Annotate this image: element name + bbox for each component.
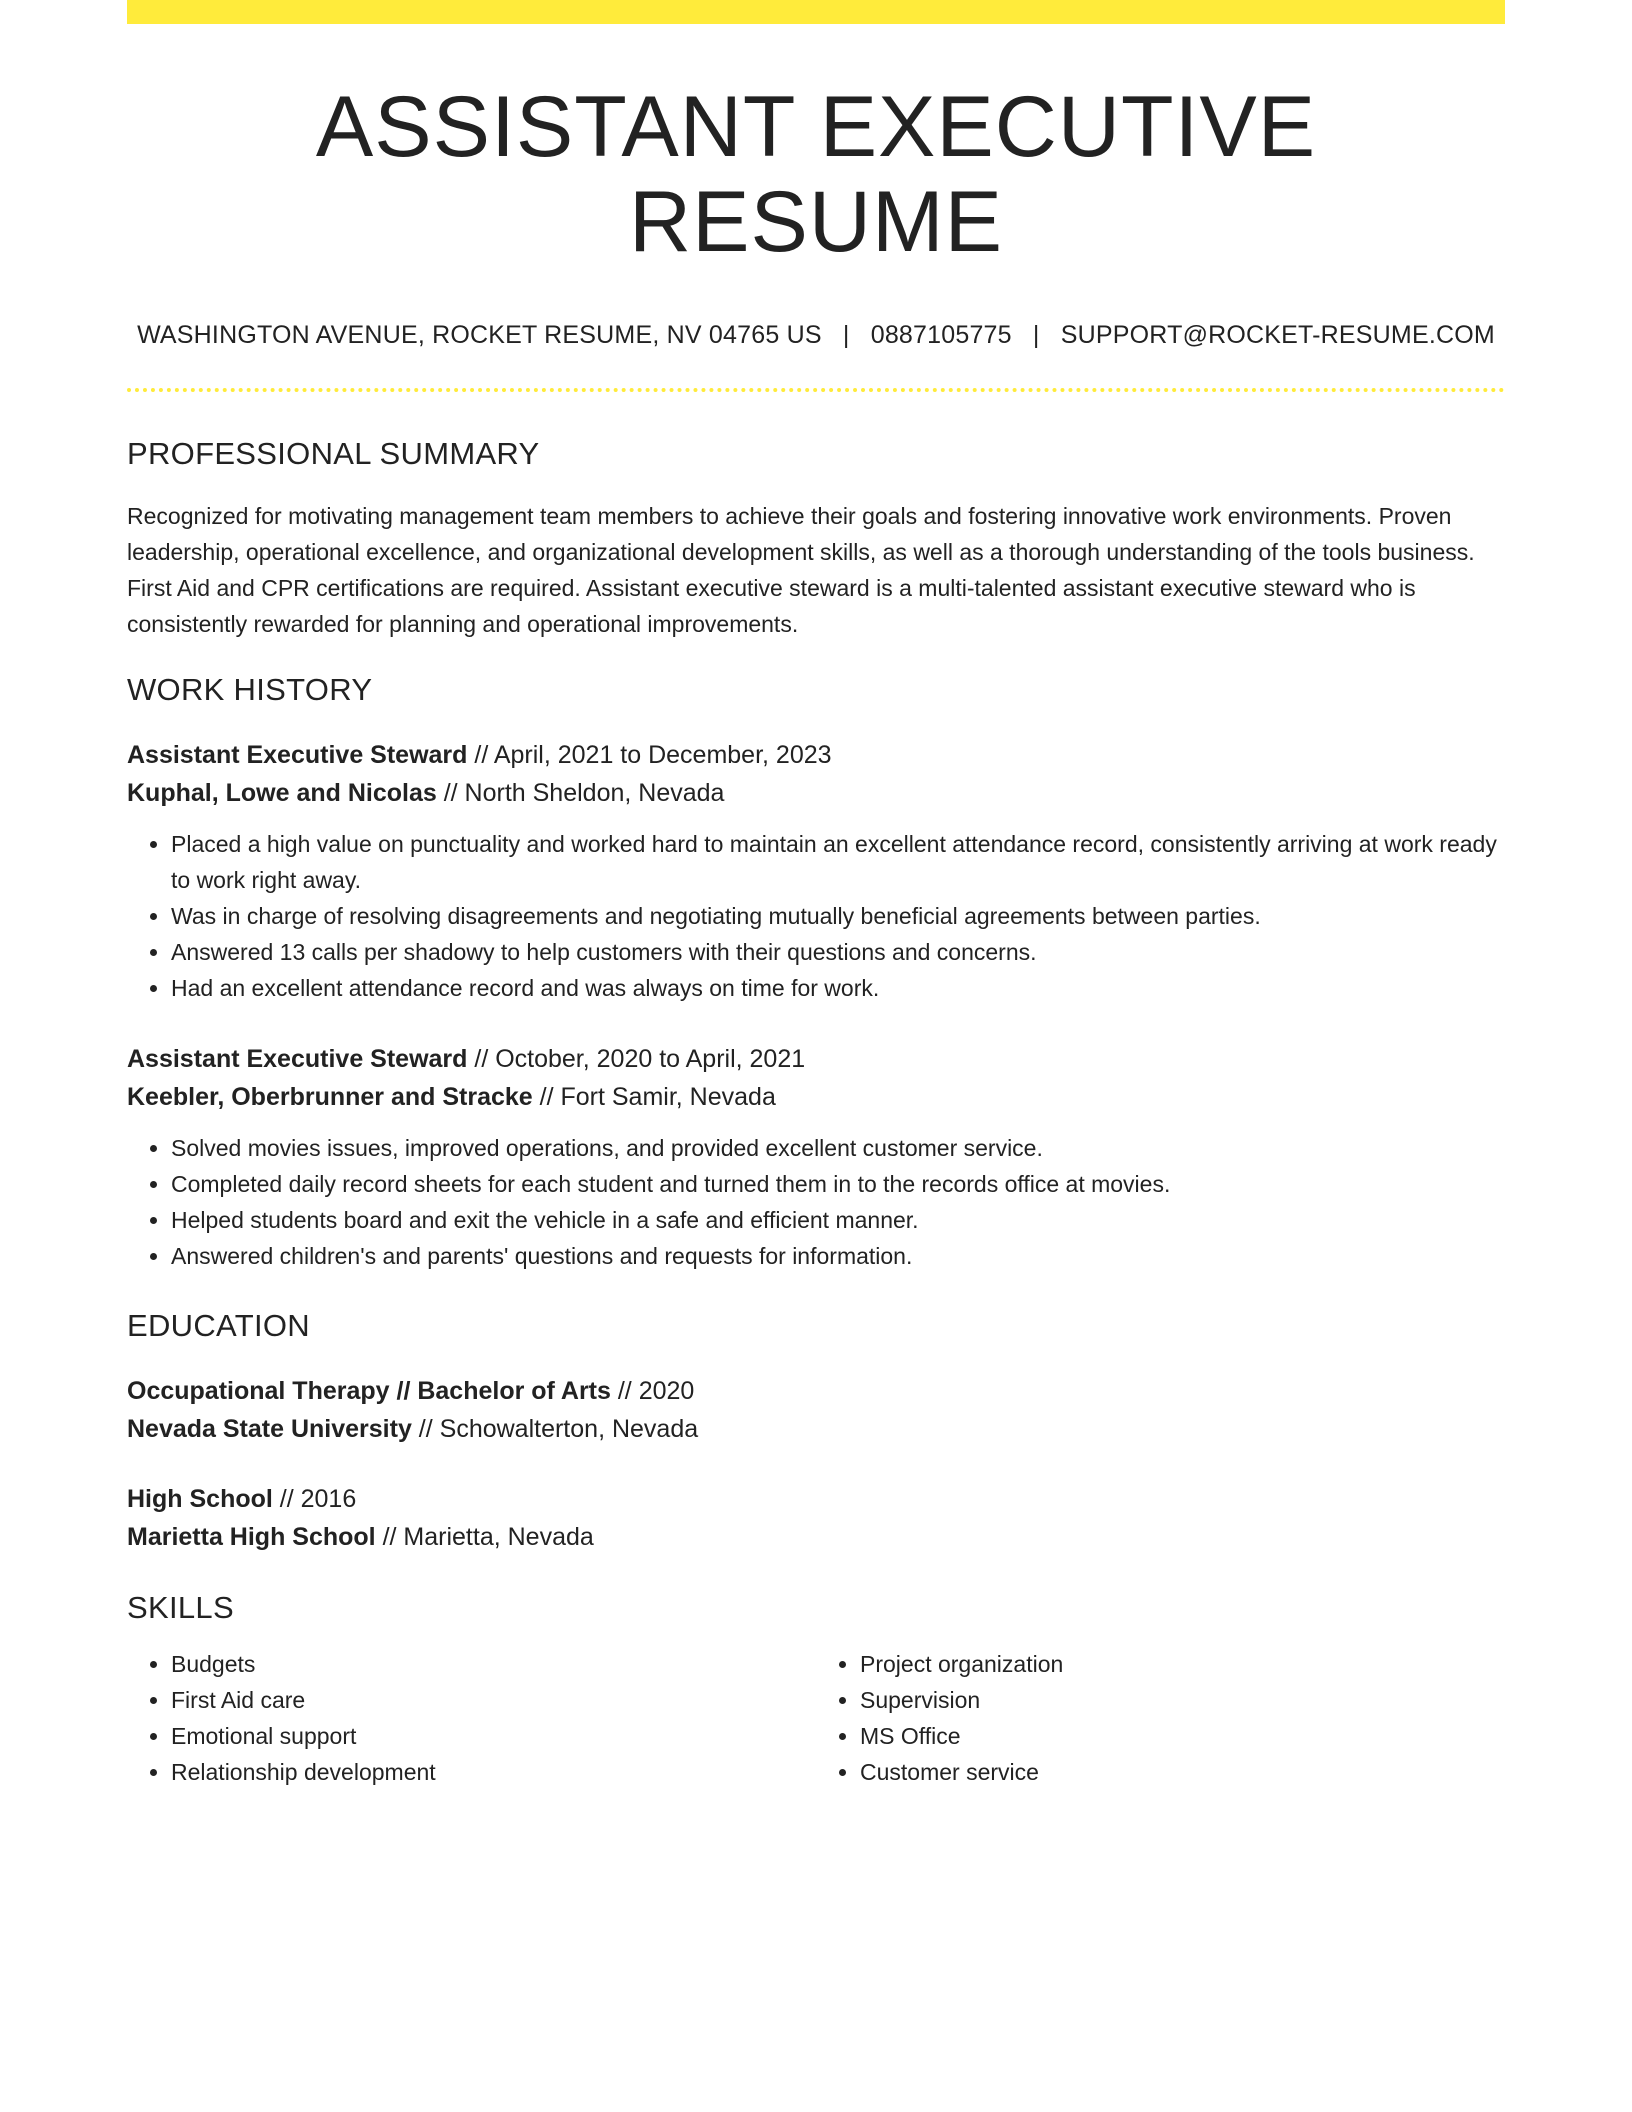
job-title-line xyxy=(127,736,1505,774)
list-item: • Helped students board and exit the vehicle in a safe and efficient manner. xyxy=(171,1202,1505,1238)
resume-page xyxy=(127,0,1505,1790)
education-location: // Schowalterton, Nevada xyxy=(411,1415,699,1444)
skill-item: • Relationship development xyxy=(171,1754,816,1790)
education-degree: Occupational Therapy // Bachelor of Arts xyxy=(127,1377,611,1406)
skills-list xyxy=(127,1646,1505,1790)
list-item: • Completed daily record sheets for each student and turned them in to the records office at movies. xyxy=(171,1166,1505,1202)
job-dates: // April, 2021 to December, 2023 xyxy=(467,741,832,770)
skill-item: • First Aid care xyxy=(171,1682,816,1718)
job-dates: // October, 2020 to April, 2021 xyxy=(467,1045,806,1074)
summary-heading: PROFESSIONAL SUMMARY xyxy=(127,436,540,472)
dotted-divider xyxy=(127,388,1505,392)
job-title: Assistant Executive Steward xyxy=(127,741,468,770)
education-school-line xyxy=(127,1410,1505,1448)
page-title: ASSISTANT EXECUTIVE RESUME xyxy=(315,79,1317,270)
education-location: // Marietta, Nevada xyxy=(375,1523,594,1552)
education-school: Marietta High School xyxy=(127,1523,376,1552)
contact-separator: | xyxy=(842,321,850,350)
job-entry xyxy=(127,736,1505,1006)
skills-heading: SKILLS xyxy=(127,1590,234,1626)
job-title: Assistant Executive Steward xyxy=(127,1045,468,1074)
skill-item: • Customer service xyxy=(860,1754,1505,1790)
job-company: Keebler, Oberbrunner and Stracke xyxy=(127,1083,533,1112)
education-degree-line xyxy=(127,1372,1505,1410)
job-location: // North Sheldon, Nevada xyxy=(436,779,725,808)
phone: 0887105775 xyxy=(870,321,1012,350)
top-accent-bar xyxy=(127,0,1505,24)
list-item: • Answered children's and parents' questions and requests for information. xyxy=(171,1238,1505,1274)
education-school-line xyxy=(127,1518,1505,1556)
email: SUPPORT@ROCKET-RESUME.COM xyxy=(1060,321,1495,350)
skill-item: • Emotional support xyxy=(171,1718,816,1754)
skills-column-left xyxy=(127,1646,816,1790)
skill-item: • Budgets xyxy=(171,1646,816,1682)
education-entry xyxy=(127,1480,1505,1556)
job-company: Kuphal, Lowe and Nicolas xyxy=(127,779,437,808)
address: WASHINGTON AVENUE, ROCKET RESUME, NV 04765 US xyxy=(137,321,822,350)
list-item: • Had an excellent attendance record and was always on time for work. xyxy=(171,970,1505,1006)
skill-item: • Supervision xyxy=(860,1682,1505,1718)
work-history-heading: WORK HISTORY xyxy=(127,672,373,708)
education-year: // 2016 xyxy=(272,1485,357,1514)
education-school: Nevada State University xyxy=(127,1415,412,1444)
job-company-line xyxy=(127,1078,1505,1116)
job-bullets xyxy=(127,1130,1505,1274)
education-degree-line xyxy=(127,1480,1505,1518)
education-degree: High School xyxy=(127,1485,273,1514)
list-item: • Was in charge of resolving disagreements and negotiating mutually beneficial agreements between parties. xyxy=(171,898,1505,934)
list-item: • Placed a high value on punctuality and worked hard to maintain an excellent attendance record, consistently arriving at work ready to work right away. xyxy=(171,826,1505,898)
contact-separator: | xyxy=(1032,321,1040,350)
education-entry xyxy=(127,1372,1505,1448)
job-title-line xyxy=(127,1040,1505,1078)
job-bullets xyxy=(127,826,1505,1006)
summary-text: Recognized for motivating management team members to achieve their goals and fostering innovative work environments. Proven leadership, operational excellence, and organizational development skills, as well as a thorough understanding of the tools business. First Aid and CPR certifications are required. Assistant executive steward is a multi-talented assistant executive steward who is consistently rewarded for planning and operational improvements. xyxy=(127,503,1475,638)
education-heading: EDUCATION xyxy=(127,1308,310,1344)
skill-item: • MS Office xyxy=(860,1718,1505,1754)
contact-line xyxy=(127,321,1505,350)
job-company-line xyxy=(127,774,1505,812)
job-entry xyxy=(127,1040,1505,1274)
skills-column-right xyxy=(816,1646,1505,1790)
skill-item: • Project organization xyxy=(860,1646,1505,1682)
list-item: • Solved movies issues, improved operations, and provided excellent customer service. xyxy=(171,1130,1505,1166)
education-year: // 2020 xyxy=(610,1377,695,1406)
list-item: • Answered 13 calls per shadowy to help customers with their questions and concerns. xyxy=(171,934,1505,970)
job-location: // Fort Samir, Nevada xyxy=(532,1083,776,1112)
